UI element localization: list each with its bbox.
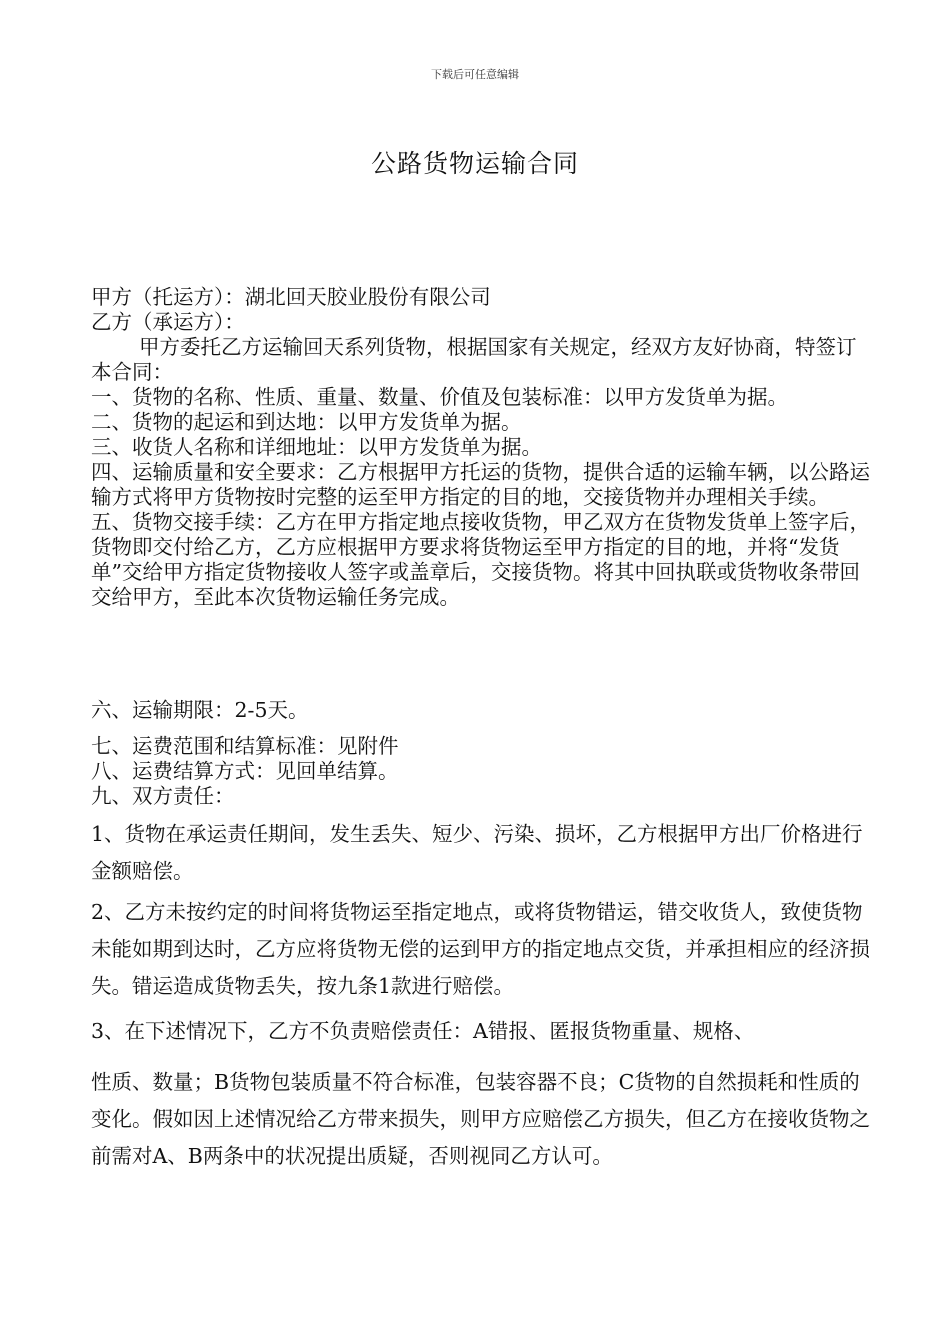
contract-intro-block bbox=[91, 285, 871, 610]
duty-2: 2、乙方未按约定的时间将货物运至指定地点，或将货物错运，错交收货人，致使货物未能如期到达时，乙方应将货物无偿的运到甲方的指定地点交货，并承担相应的经济损失。错运造成货物丢失，按九条1款进行赔偿。 bbox=[91, 900, 870, 998]
duty-3-line: 3、在下述情况下，乙方不负责赔偿责任：A错报、匿报货物重量、规格、 bbox=[91, 1019, 755, 1043]
duty-3-rest: 性质、数量；B货物包装质量不符合标准，包装容器不良；C货物的自然损耗和性质的变化。假如因上述情况给乙方带来损失，则甲方应赔偿乙方损失，但乙方在接收货物之前需对A、B两条中的状况提出质疑，否则视同乙方认可。 bbox=[91, 1070, 870, 1168]
clause-1: 一、货物的名称、性质、重量、数量、价值及包装标准：以甲方发货单为据。 bbox=[91, 385, 788, 409]
clause-6-block bbox=[91, 698, 871, 723]
clause-3: 三、收货人名称和详细地址：以甲方发货单为据。 bbox=[91, 435, 542, 459]
preamble: 甲方委托乙方运输回天系列货物，根据国家有关规定，经双方友好协商，特签订本合同： bbox=[91, 335, 857, 384]
clause-6: 六、运输期限：2-5天。 bbox=[91, 698, 309, 722]
clause-7: 七、运费范围和结算标准：见附件 bbox=[91, 734, 399, 758]
clause-4: 四、运输质量和安全要求：乙方根据甲方托运的货物，提供合适的运输车辆，以公路运输方式将甲方货物按时完整的运至甲方指定的目的地，交接货物并办理相关手续。 bbox=[91, 460, 870, 509]
header-note: 下载后可任意编辑 bbox=[431, 68, 519, 81]
clause-8: 八、运费结算方式：见回单结算。 bbox=[91, 759, 399, 783]
clause-9: 九、双方责任： bbox=[91, 784, 235, 808]
duty-1: 1、货物在承运责任期间，发生丢失、短少、污染、损坏，乙方根据甲方出厂价格进行金额赔偿。 bbox=[91, 822, 863, 883]
document-title: 公路货物运输合同 bbox=[370, 149, 579, 178]
clause-2: 二、货物的起运和到达地：以甲方发货单为据。 bbox=[91, 410, 522, 434]
duty-3-first-line bbox=[91, 1013, 891, 1050]
duties-block bbox=[91, 816, 871, 1005]
party-a: 甲方（托运方）：湖北回天胶业股份有限公司 bbox=[91, 285, 491, 309]
clauses-7-9-block bbox=[91, 734, 871, 809]
party-b: 乙方（承运方）： bbox=[91, 310, 245, 334]
clause-5: 五、货物交接手续：乙方在甲方指定地点接收货物，甲乙双方在货物发货单上签字后，货物即交付给乙方，乙方应根据甲方要求将货物运至甲方指定的目的地，并将“发货单”交给甲方指定货物接收人签字或盖章后，交接货物。将其中回执联或货物收条带回交给甲方，至此本次货物运输任务完成。 bbox=[91, 510, 870, 609]
duty-3-continuation bbox=[91, 1064, 871, 1175]
